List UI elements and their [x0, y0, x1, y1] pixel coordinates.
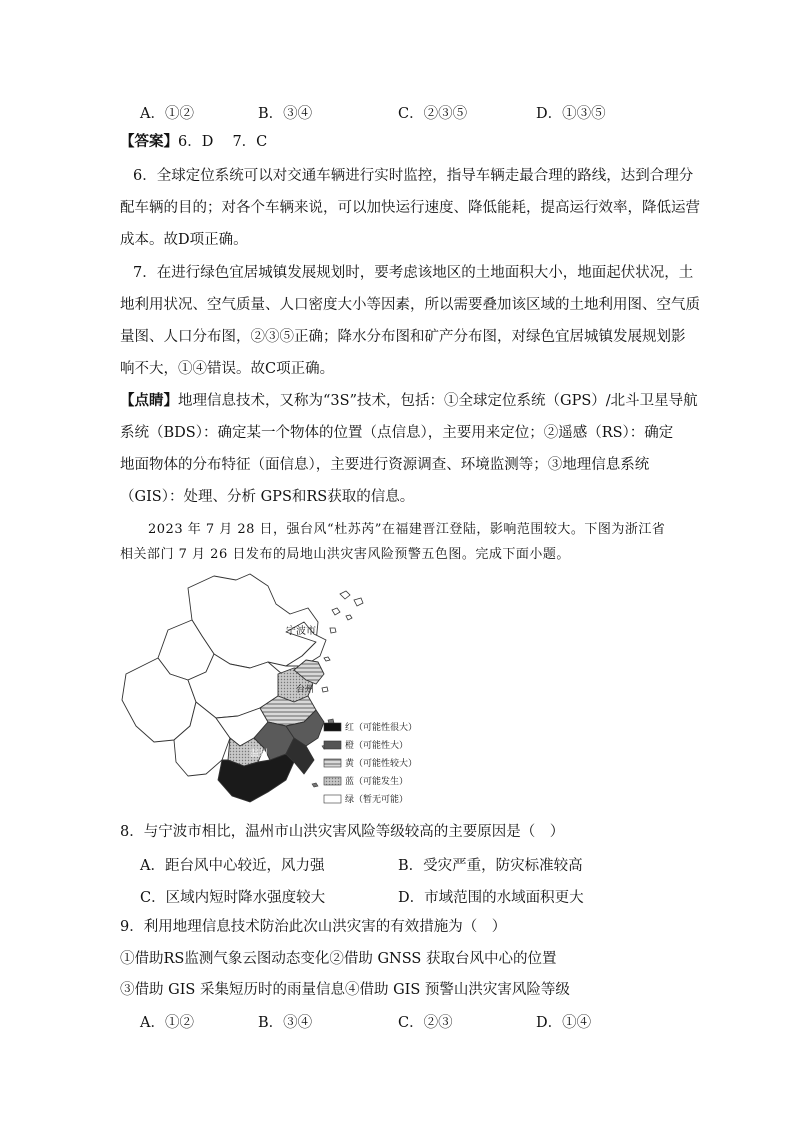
q9-option-a: A．①②: [140, 1015, 194, 1031]
answer-text: 6．D 7．C: [178, 134, 268, 150]
legend-item-red: [324, 721, 417, 733]
tip-line: 地面物体的分布特征（面信息），主要进行资源调查、环境监测等；③地理信息系统: [120, 457, 650, 473]
tip-line: [120, 391, 698, 411]
legend-item-orange: [324, 739, 408, 751]
intro-line: 相关部门 7 月 26 日发布的局地山洪灾害风险预警五色图。完成下面小题。: [120, 547, 570, 562]
q9-option-d: D．①④: [536, 1015, 592, 1031]
q9-option-c: C．②③: [398, 1015, 453, 1031]
legend-swatch-red: [324, 723, 341, 731]
legend-label: 绿（暂无可能）: [345, 795, 409, 805]
map-legend: [324, 721, 417, 805]
q6-explain-line: 6．全球定位系统可以对交通车辆进行实时监控，指导车辆走最合理的路线，达到合理分: [133, 168, 694, 184]
legend-swatch-blue: [324, 777, 341, 785]
q5-option-d: D．①③⑤: [536, 106, 606, 122]
tip-line: （GIS）：处理、分析 GPS和RS获取的信息。: [120, 489, 415, 505]
risk-map: [118, 570, 488, 810]
q7-explain-line: 响不大，①④错误。故C项正确。: [120, 361, 335, 377]
label-taizhou: 台州: [296, 685, 315, 695]
q7-explain-line: 7．在进行绿色宜居城镇发展规划时，要考虑该地区的土地面积大小，地面起伏状况，土: [133, 265, 694, 281]
q9-item-line: ①借助RS监测气象云图动态变化②借助 GNSS 获取台风中心的位置: [120, 951, 557, 967]
q8-option-b: B．受灾严重，防灾标准较高: [398, 858, 583, 874]
legend-label: 黄（可能性较大）: [345, 759, 418, 769]
legend-label: 橙（可能性大）: [345, 741, 409, 751]
q6-explain-line: 成本。故D项正确。: [120, 232, 248, 248]
q8-option-a: A．距台风中心较近，风力强: [140, 858, 325, 874]
q8-option-d: D．市域范围的水域面积更大: [398, 890, 584, 906]
label-ningbo: 宁波市: [286, 626, 316, 637]
islands: [322, 591, 363, 692]
q9-item-line: ③借助 GIS 采集短历时的雨量信息④借助 GIS 预警山洪灾害风险等级: [120, 982, 570, 998]
legend-label: 蓝（可能发生）: [345, 777, 409, 787]
legend-item-blue: [324, 775, 408, 787]
legend-swatch-green: [324, 795, 341, 803]
q7-explain-line: 地利用状况、空气质量、人口密度大小等因素，所以需要叠加该区域的土地利用图、空气质: [120, 297, 700, 313]
legend-item-yellow: [324, 757, 417, 769]
q5-option-b: B．③④: [258, 106, 313, 122]
tip-text: 地理信息技术，又称为“3S”技术，包括：①全球定位系统（GPS）/北斗卫星导航: [178, 393, 698, 409]
tip-label: 【点睛】: [120, 392, 178, 409]
answer-line: [120, 132, 267, 152]
q5-option-a: A．①②: [140, 106, 194, 122]
answer-label: 【答案】: [120, 133, 178, 150]
q9-stem: 9．利用地理信息技术防治此次山洪灾害的有效措施为（ ）: [120, 919, 507, 935]
legend-swatch-orange: [324, 741, 341, 749]
q5-option-c: C．②③⑤: [398, 106, 468, 122]
q8-stem: 8．与宁波市相比，温州市山洪灾害风险等级较高的主要原因是（ ）: [120, 824, 565, 840]
q6-explain-line: 配车辆的目的；对各个车辆来说，可以加快运行速度、降低能耗，提高运行效率，降低运营: [120, 200, 700, 216]
legend-label: 红（可能性很大）: [345, 723, 418, 733]
legend-item-green: [324, 793, 408, 805]
q9-option-b: B．③④: [258, 1015, 313, 1031]
q7-explain-line: 量图、人口分布图，②③⑤正确；降水分布图和矿产分布图，对绿色宜居城镇发展规划影: [120, 329, 686, 345]
intro-line: 2023 年 7 月 28 日，强台风“杜苏芮”在福建晋江登陆，影响范围较大。下图为浙江省: [148, 522, 666, 537]
legend-swatch-yellow: [324, 759, 341, 767]
label-wenzhou: 温州: [250, 749, 269, 759]
tip-line: 系统（BDS）：确定某一个物体的位置（点信息），主要用来定位；②遥感（RS）：确定: [120, 425, 674, 441]
q8-option-c: C．区域内短时降水强度较大: [140, 890, 326, 906]
